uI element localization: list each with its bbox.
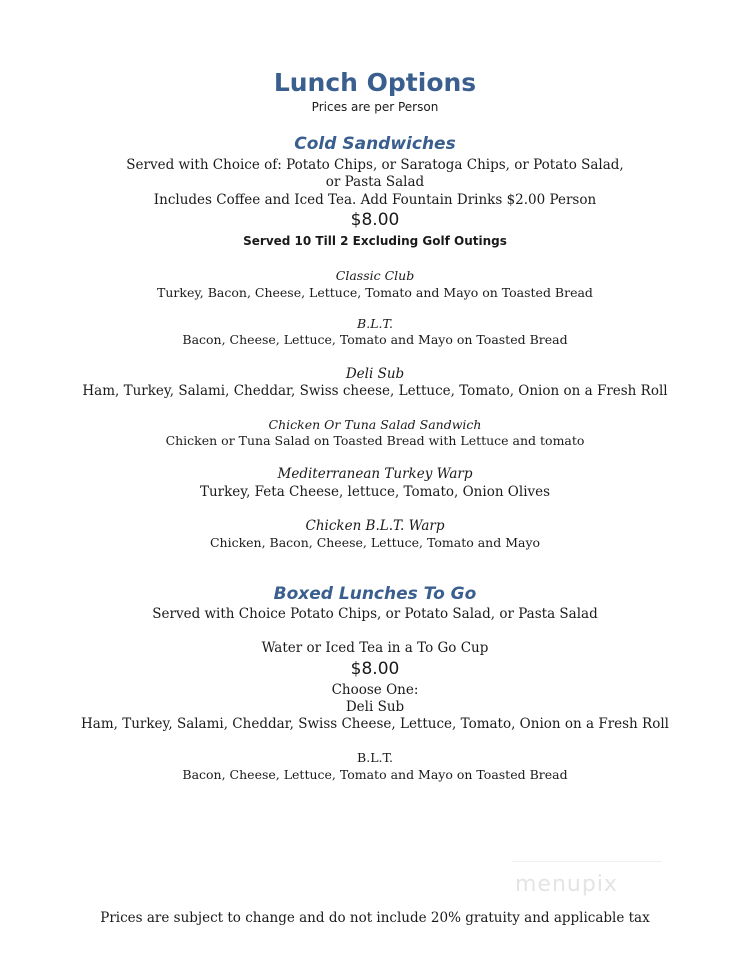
footer-note: Prices are subject to change and do not include 20% gratuity and applicable tax (100, 910, 650, 926)
boxed-option-blt-desc: Bacon, Cheese, Lettuce, Tomato and Mayo on Toasted Bread (182, 767, 568, 782)
item-desc-deli-sub: Ham, Turkey, Salami, Cheddar, Swiss cheese, Lettuce, Tomato, Onion on a Fresh Roll (82, 383, 668, 399)
item-desc-mediterranean-warp: Turkey, Feta Cheese, lettuce, Tomato, Onion Olives (199, 484, 551, 500)
cold-price: $8.00 (350, 210, 400, 230)
cold-sides-line-1: Served with Choice of: Potato Chips, or Saratoga Chips, or Potato Salad, (126, 157, 624, 173)
section-title-boxed-lunches: Boxed Lunches To Go (273, 584, 477, 604)
item-name-mediterranean-warp: Mediterranean Turkey Warp (277, 466, 473, 482)
section-title-cold-sandwiches: Cold Sandwiches (294, 134, 456, 154)
boxed-price: $8.00 (350, 659, 400, 679)
boxed-option-blt-name: B.L.T. (357, 750, 393, 765)
menupix-watermark: menupix (515, 872, 618, 897)
cold-hours: Served 10 Till 2 Excluding Golf Outings (243, 234, 507, 248)
boxed-choose-line: Choose One: (331, 682, 419, 698)
item-name-chicken-tuna: Chicken Or Tuna Salad Sandwich (268, 417, 482, 432)
item-desc-chicken-blt-warp: Chicken, Bacon, Cheese, Lettuce, Tomato and Mayo (209, 535, 541, 550)
cold-drinks-line: Includes Coffee and Iced Tea. Add Fountain Drinks $2.00 Person (153, 192, 597, 208)
cold-sides-line-2: or Pasta Salad (325, 174, 425, 190)
boxed-sides-line: Served with Choice Potato Chips, or Potato Salad, or Pasta Salad (152, 606, 598, 622)
item-desc-blt: Bacon, Cheese, Lettuce, Tomato and Mayo on Toasted Bread (182, 332, 568, 347)
item-name-deli-sub: Deli Sub (345, 366, 405, 382)
boxed-option-deli-sub-name: Deli Sub (345, 699, 405, 715)
boxed-option-deli-sub-desc: Ham, Turkey, Salami, Cheddar, Swiss Cheese, Lettuce, Tomato, Onion on a Fresh Roll (81, 716, 669, 732)
watermark-divider (512, 861, 662, 862)
item-name-blt: B.L.T. (357, 316, 393, 331)
page-subtitle: Prices are per Person (311, 100, 439, 114)
boxed-drink-line: Water or Iced Tea in a To Go Cup (261, 640, 489, 656)
page-title: Lunch Options (273, 68, 477, 97)
item-desc-chicken-tuna: Chicken or Tuna Salad on Toasted Bread with Lettuce and tomato (165, 433, 585, 448)
item-name-classic-club: Classic Club (335, 268, 415, 283)
item-name-chicken-blt-warp: Chicken B.L.T. Warp (305, 518, 445, 534)
item-desc-classic-club: Turkey, Bacon, Cheese, Lettuce, Tomato and Mayo on Toasted Bread (157, 285, 593, 300)
